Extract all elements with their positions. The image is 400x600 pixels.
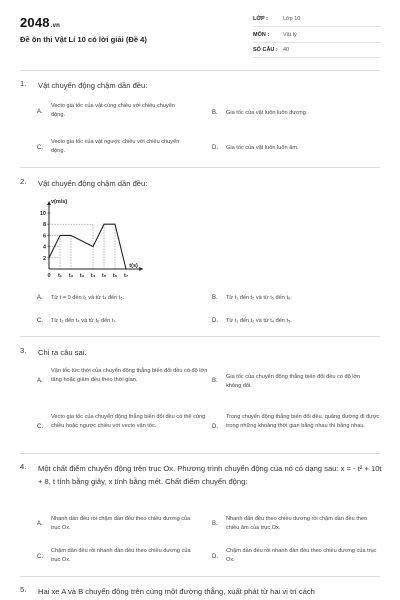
option-letter: D.: [212, 145, 218, 151]
meta-subject-label: MÔN :: [253, 32, 270, 38]
option-letter: B.: [212, 378, 218, 384]
question-text: Vật chuyển động chậm dần đều:: [38, 81, 148, 90]
y-tick-label: 2: [42, 255, 46, 262]
option-letter: A.: [37, 521, 43, 527]
meta-count-label: SỐ CÂU :: [253, 47, 278, 53]
option-letter: C.: [37, 145, 43, 151]
logo-suffix: .vn: [50, 23, 61, 29]
y-tick-label: 4: [42, 244, 46, 251]
meta-count: [253, 45, 381, 58]
x-tick-label: t₂: [68, 273, 74, 279]
option-text: Vận tốc tức thời của chuyển động thẳng biến đổi đều có độ lớn tăng hoặc giảm đều theo thời gian.: [51, 368, 208, 383]
site-logo[interactable]: [20, 15, 60, 30]
option-letter: B.: [212, 521, 218, 527]
option-letter: A.: [37, 295, 43, 301]
option-letter: A.: [37, 109, 43, 115]
option-text: Trong chuyển động thẳng biến đổi đều, quãng đường đi được trong những khoảng thời gian bằng nhau thì bằng nhau.: [226, 414, 380, 429]
option-text: Từ t₂ đến t₄ và từ t₆ đến t₇.: [51, 318, 117, 324]
logo-text: 2048: [20, 15, 50, 30]
option-text: Vecto gia tốc của vật ngược chiều với chiều chuyển động.: [51, 139, 180, 154]
x-axis-arrow: [139, 267, 143, 271]
option-letter: A.: [37, 378, 43, 384]
x-tick-label: t₃: [79, 273, 85, 279]
question-text: Vật chuyển động chậm dần đều:: [38, 179, 148, 188]
option-letter: D.: [212, 424, 218, 430]
question-divider: [20, 576, 380, 577]
question-divider: [20, 453, 380, 454]
velocity-time-chart: [37, 197, 157, 283]
question-divider: [20, 336, 380, 337]
option-text: Gia tốc của chuyển động thẳng biến đổi đều có độ lớn không đổi.: [226, 374, 361, 389]
option-text: Gia tốc của vật luôn luôn âm.: [226, 145, 299, 151]
meta-subject-value: Vật lý: [283, 32, 297, 38]
option-text: Từ t₁ đến t₂ và từ t₅ đến t₆.: [226, 295, 292, 301]
question-text: Hai xe A và B chuyển động trên cùng một đường thẳng, xuất phát từ hai vị trí cách: [38, 587, 315, 596]
option-text: Chậm dần đều rồi nhanh dần đều theo chiều dương của trục Ox.: [226, 548, 377, 563]
x-tick-label: t₆: [112, 273, 118, 279]
question-text: Một chất điểm chuyển động trên trục Ox. Phương trình chuyển động của nó có dạng sau: x = - t² + 10t + 8, t tính bằng giây, x tính bằng mét. Chất điểm chuyển động:: [38, 464, 382, 486]
option-letter: B.: [212, 110, 218, 116]
question-number: 2.: [20, 177, 27, 186]
question-number: 1.: [20, 79, 27, 88]
option-text: Gia tốc của vật luôn luôn dương.: [226, 110, 308, 116]
page-title: Đề ôn thi Vật Lí 10 có lời giải (Đề 4): [20, 35, 147, 44]
y-axis-label: v(m/s): [51, 199, 68, 205]
meta-count-value: 40: [283, 47, 290, 53]
option-text: Nhanh dần đều rồi chậm dần đều theo chiều dương của trục Ox.: [51, 516, 191, 531]
x-tick-label: t₇: [123, 273, 129, 279]
option-text: Từ t = 0 đến t₁ và từ t₄ đến t₅.: [51, 295, 125, 301]
option-text: Vecto gia tốc của chuyển động thẳng biến đổi đều có thể cùng chiều hoặc ngược chiều với vecto vận tốc.: [51, 414, 206, 429]
question-number: 4.: [20, 462, 27, 471]
option-text: Chậm dần đều rồi nhanh dần đều theo chiều dương của trục Ox.: [51, 548, 191, 563]
y-tick-label: 8: [42, 222, 46, 229]
option-letter: C.: [37, 424, 43, 430]
question-number: 3.: [20, 346, 27, 355]
header-divider: [20, 70, 380, 71]
y-tick-label: 6: [42, 233, 46, 240]
meta-class: [253, 14, 381, 27]
x-tick-label: t₅: [101, 273, 107, 279]
question-divider: [20, 167, 380, 168]
meta-class-value: Lớp 10: [283, 16, 301, 22]
x-tick-label: t₄: [90, 273, 96, 279]
option-text: Từ t₁ đến t₂ và từ t₄ đến t₅.: [226, 318, 292, 324]
x-axis-label: t(s): [129, 263, 138, 269]
option-letter: D.: [212, 318, 218, 324]
meta-class-label: LỚP :: [253, 16, 268, 22]
y-tick-label: 10: [39, 211, 46, 217]
velocity-line: [49, 224, 126, 269]
question-number: 5.: [20, 585, 27, 594]
option-letter: B.: [212, 295, 218, 301]
x-tick-label: t₁: [57, 273, 63, 279]
option-text: Vecto gia tốc của vật cùng chiều với chiều chuyển động.: [51, 103, 176, 118]
option-letter: C.: [37, 318, 43, 324]
option-text: Nhanh dần đều theo chiều dương rồi chậm dần đều theo chiều âm của trục Ox.: [226, 516, 368, 531]
question-text: Chỉ ra câu sai.: [38, 348, 87, 357]
meta-subject: [253, 30, 381, 43]
x-tick-label: 0: [47, 273, 51, 279]
option-letter: D.: [212, 554, 218, 560]
option-letter: C.: [37, 554, 43, 560]
